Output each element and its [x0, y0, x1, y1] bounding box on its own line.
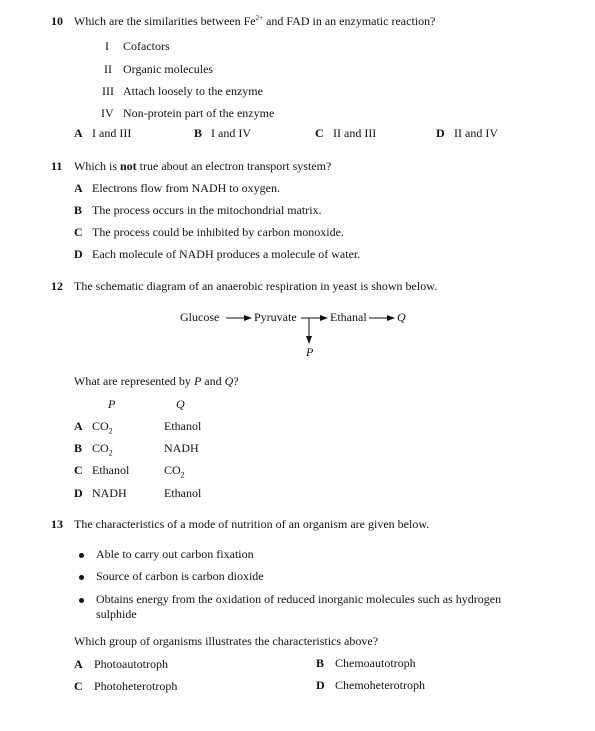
statement-text: Non-protein part of the enzyme: [123, 106, 275, 120]
question-prompt: What are represented by P and Q?: [74, 374, 239, 388]
option-q[interactable]: $CO_2$: [164, 463, 185, 480]
bullet-icon: [79, 598, 84, 603]
option-letter[interactable]: A: [74, 657, 83, 671]
bullet-icon: [79, 575, 84, 580]
option-text[interactable]: II and IV: [454, 126, 498, 140]
option-text[interactable]: Chemoautotroph: [335, 656, 416, 670]
question-stem: Which is not true about an electron transport system?: [74, 159, 332, 173]
diagram-label-q: Q: [397, 310, 406, 324]
diagram-label-ethanal: Ethanal: [330, 310, 367, 324]
bullet-text: Obtains energy from the oxidation of reduced inorganic molecules such as hydrogen: [96, 592, 502, 606]
column-header-q: Q: [176, 397, 185, 411]
question-prompt: Which group of organisms illustrates the characteristics above?: [74, 634, 379, 648]
option-letter[interactable]: B: [74, 203, 83, 217]
option-text[interactable]: Photoautotroph: [94, 657, 168, 671]
option-letter[interactable]: D: [74, 247, 83, 261]
option-letter[interactable]: D: [316, 678, 325, 692]
roman-numeral: II: [104, 62, 112, 76]
question-number: 11: [51, 159, 63, 173]
question-number: 10: [51, 14, 63, 28]
option-letter[interactable]: A: [74, 419, 83, 433]
option-letter[interactable]: D: [436, 126, 445, 140]
option-text[interactable]: Electrons flow from NADH to oxygen.: [92, 181, 280, 195]
bullet-text-continued: sulphide: [96, 607, 137, 621]
option-p[interactable]: $CO_2$: [92, 419, 113, 436]
diagram-label-p: P: [306, 345, 314, 359]
statement-text: Organic molecules: [123, 62, 214, 76]
option-letter[interactable]: C: [315, 126, 324, 140]
option-text[interactable]: Chemoheterotroph: [335, 678, 425, 692]
question-number: 13: [51, 517, 63, 531]
option-text[interactable]: Each molecule of NADH produces a molecule of water.: [92, 247, 361, 261]
roman-numeral: III: [102, 84, 114, 98]
option-p[interactable]: NADH: [92, 486, 127, 500]
option-text[interactable]: Photoheterotroph: [94, 679, 178, 693]
diagram-label-pyruvate: Pyruvate: [254, 310, 297, 324]
option-q[interactable]: Ethanol: [164, 419, 202, 433]
option-letter[interactable]: B: [194, 126, 203, 140]
option-text[interactable]: I and III: [92, 126, 132, 140]
option-letter[interactable]: B: [316, 656, 325, 670]
column-header-p: P: [108, 397, 116, 411]
question-number: 12: [51, 279, 63, 293]
bullet-text: Source of carbon is carbon dioxide: [96, 569, 264, 583]
bullet-icon: [79, 553, 84, 558]
option-letter[interactable]: B: [74, 441, 83, 455]
option-p[interactable]: Ethanol: [92, 463, 130, 477]
statement-text: Attach loosely to the enzyme: [123, 84, 263, 98]
option-text[interactable]: II and III: [333, 126, 377, 140]
option-letter[interactable]: D: [74, 486, 83, 500]
bullet-text: Able to carry out carbon fixation: [96, 547, 254, 561]
diagram-label-glucose: Glucose: [180, 310, 220, 324]
option-text[interactable]: The process occurs in the mitochondrial matrix.: [92, 203, 322, 217]
option-letter[interactable]: A: [74, 126, 83, 140]
statement-text: Cofactors: [123, 39, 170, 53]
option-letter[interactable]: C: [74, 679, 83, 693]
option-q[interactable]: NADH: [164, 441, 199, 455]
question-stem: Which are the similarities between $Fe^{2+}$ and FAD in an enzymatic reaction?: [74, 14, 436, 28]
question-stem: The schematic diagram of an anaerobic respiration in yeast is shown below.: [74, 279, 438, 293]
option-p[interactable]: $CO_2$: [92, 441, 113, 458]
option-letter[interactable]: C: [74, 225, 83, 239]
option-q[interactable]: Ethanol: [164, 486, 202, 500]
option-text[interactable]: The process could be inhibited by carbon monoxide.: [92, 225, 344, 239]
option-letter[interactable]: A: [74, 181, 83, 195]
roman-numeral: I: [105, 39, 109, 53]
option-text[interactable]: I and IV: [211, 126, 251, 140]
question-stem: The characteristics of a mode of nutrition of an organism are given below.: [74, 517, 430, 531]
roman-numeral: IV: [101, 106, 114, 120]
option-letter[interactable]: C: [74, 463, 83, 477]
